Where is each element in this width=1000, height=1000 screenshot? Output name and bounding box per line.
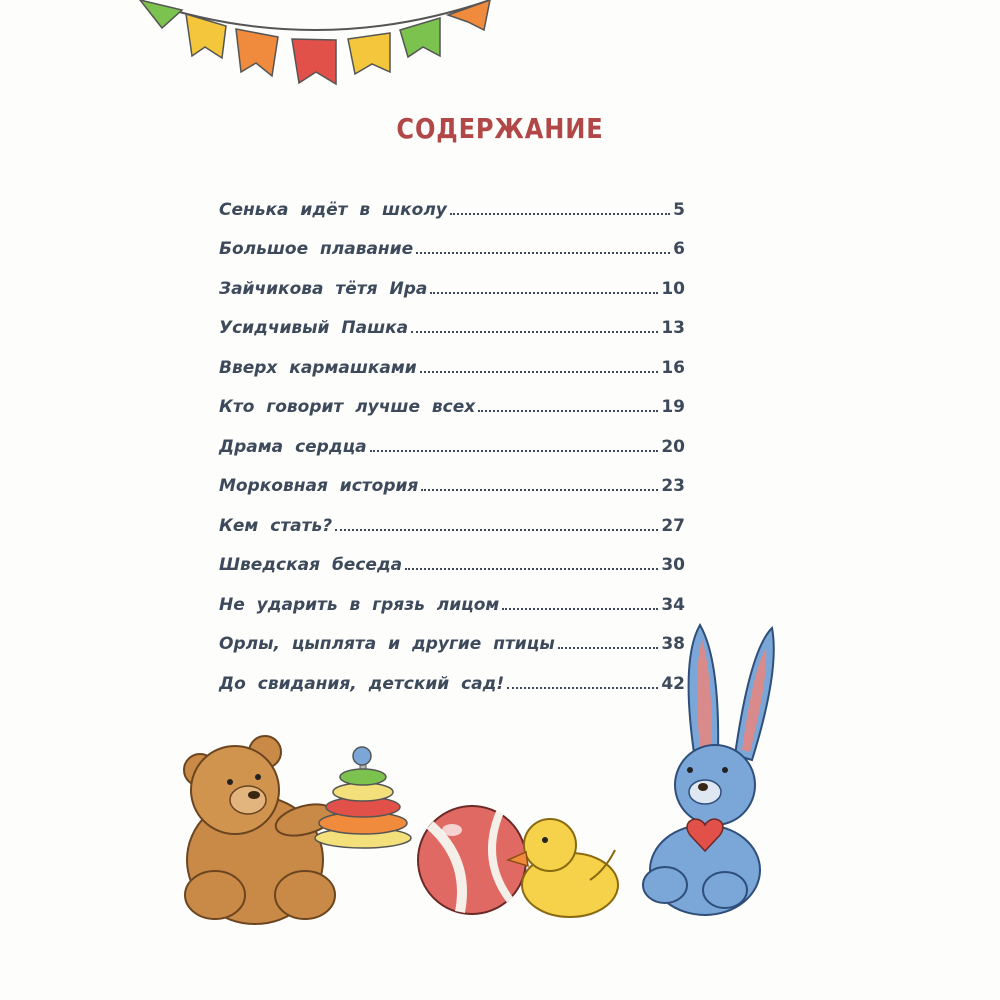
toys-illustration [0, 600, 1000, 1000]
toc-entry [219, 417, 685, 457]
toc-entry-title: Кто говорит лучше всех [219, 397, 476, 417]
toc-entry [219, 457, 685, 497]
toc-entry [219, 220, 685, 260]
toc-entry [219, 299, 685, 339]
toc-entry-page: 13 [661, 318, 685, 338]
toc-entry [219, 259, 685, 299]
toc-entry-page: 34 [661, 594, 685, 615]
toc-entry-title: Вверх кармашками [219, 357, 417, 378]
dot-leader [335, 529, 658, 531]
teddy-bear-illustration [184, 736, 338, 924]
flag [348, 33, 390, 74]
toc-entry-title: Зайчикова тётя Ира [219, 278, 428, 299]
toc-entry-title: Шведская беседа [219, 555, 403, 575]
bunny-illustration [643, 625, 774, 915]
toc-entry-title: Не ударить в грязь лицом [219, 594, 500, 615]
dot-leader [430, 292, 658, 294]
toc-entry-title: Большое плавание [219, 239, 414, 259]
toc-entry-page: 23 [661, 476, 685, 496]
toc-entry-title: Сенька идёт в школу [219, 199, 447, 220]
dot-leader [450, 213, 670, 215]
dot-leader [416, 252, 670, 254]
toc-entry-title: Орлы, цыплята и другие птицы [219, 634, 555, 654]
toc-entry-page: 38 [661, 634, 685, 654]
toc-entry-title: До свидания, детский сад! [219, 673, 505, 694]
flag [236, 29, 278, 76]
toc-entry [219, 536, 685, 576]
toc-entry [219, 338, 685, 378]
toc-entry-page: 10 [661, 278, 685, 299]
toc-entry-page: 20 [661, 436, 685, 457]
dot-leader [420, 371, 659, 373]
toc-entry-page: 30 [661, 555, 685, 575]
toc-entry [219, 378, 685, 418]
flag [140, 0, 182, 28]
flag [400, 18, 440, 57]
dot-leader [411, 331, 658, 333]
toc-entry-title: Кем стать? [219, 515, 333, 536]
toc-entry-page: 6 [673, 239, 685, 259]
bunting-garland [0, 0, 1000, 110]
stacking-pyramid-illustration [315, 747, 411, 848]
flag [448, 0, 490, 30]
dot-leader [478, 410, 658, 412]
toc-entry-title: Усидчивый Пашка [219, 318, 409, 338]
dot-leader [405, 568, 658, 570]
toc-entry-title: Морковная история [219, 476, 419, 496]
toc-entry [219, 180, 685, 220]
dot-leader [421, 489, 658, 491]
toc-entry [219, 496, 685, 536]
contents-title: СОДЕРЖАНИЕ [396, 112, 604, 145]
toc-entry-page: 42 [661, 673, 685, 694]
toc-entry-page: 5 [673, 199, 685, 220]
toc-entry-title: Драма сердца [219, 436, 367, 457]
dot-leader [370, 450, 659, 452]
flag [292, 39, 336, 84]
toc-entry-page: 16 [661, 357, 685, 378]
toc-entry-page: 27 [661, 515, 685, 536]
toc-entry-page: 19 [661, 397, 685, 417]
